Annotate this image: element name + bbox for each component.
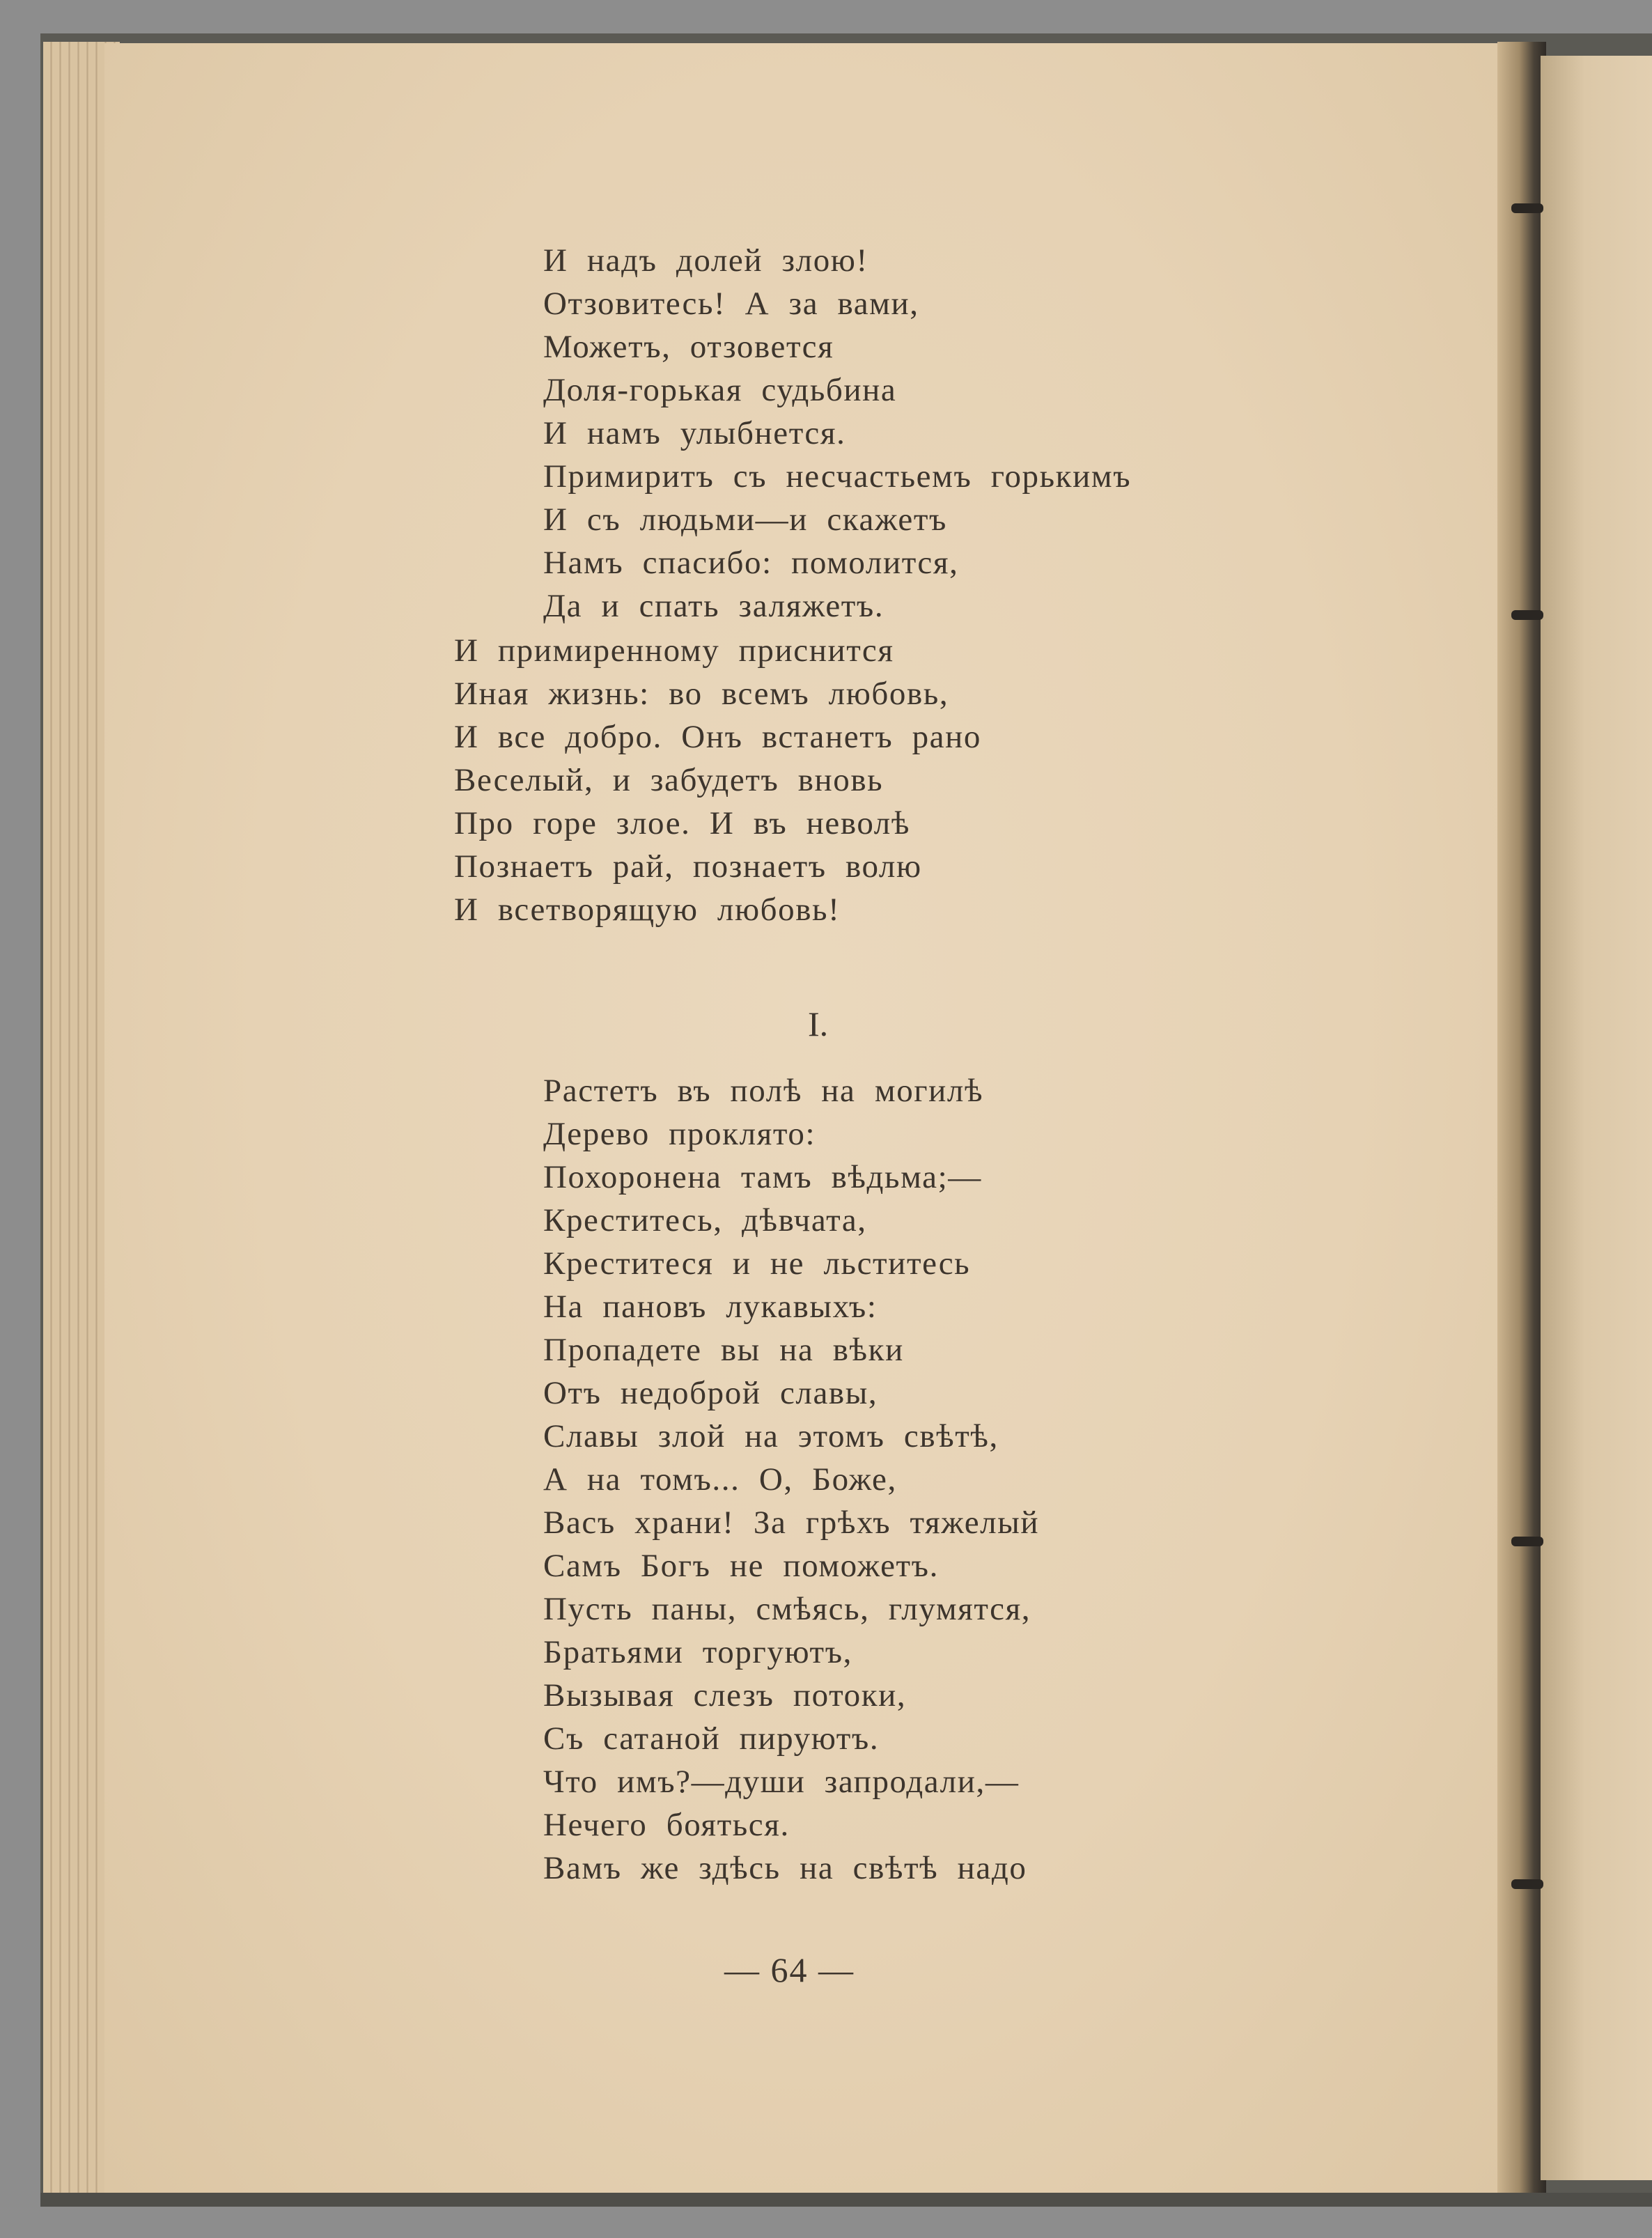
book-gutter <box>1497 42 1546 2194</box>
verse-line: Пропадете вы на вѣки <box>543 1332 904 1368</box>
verse-line: Съ сатаной пируютъ. <box>543 1720 880 1757</box>
verse-line: Да и спать заляжетъ. <box>543 588 885 624</box>
binding-stitch <box>1511 1537 1543 1546</box>
verse-line: Растетъ въ полѣ на могилѣ <box>543 1073 984 1109</box>
verse-line: Познаетъ рай, познаетъ волю <box>454 848 922 885</box>
section-heading: I. <box>808 1004 829 1043</box>
verse-line: Креститесь, дѣвчата, <box>543 1202 867 1238</box>
verse-line: Намъ спасибо: помолится, <box>543 545 959 581</box>
verse-line: Вызывая слезъ потоки, <box>543 1677 907 1714</box>
binding-stitch <box>1511 203 1543 213</box>
verse-line: И намъ улыбнется. <box>543 415 846 451</box>
verse-line: Можетъ, отзовется <box>543 329 834 365</box>
verse-line: И всетворящую любовь! <box>454 892 841 928</box>
binding-stitch <box>1511 1879 1543 1889</box>
facing-page-edge <box>1541 56 1652 2180</box>
verse-line: И съ людьми—и скажетъ <box>543 502 947 538</box>
verse-line: И примиренному приснится <box>454 632 894 669</box>
verse-line: Отъ недоброй славы, <box>543 1375 878 1411</box>
scan-bottom-band <box>40 2193 1652 2207</box>
binding-stitch <box>1511 610 1543 620</box>
verse-line: Веселый, и забудетъ вновь <box>454 762 884 798</box>
verse-line: А на томъ... О, Боже, <box>543 1461 897 1498</box>
verse-line: Отзовитесь! А за вами, <box>543 286 919 322</box>
verse-line: Самъ Богъ не поможетъ. <box>543 1548 939 1584</box>
verse-line: И все добро. Онъ встанетъ рано <box>454 719 981 755</box>
verse-line: Братьями торгуютъ, <box>543 1634 852 1670</box>
verse-line: Славы злой на этомъ свѣтѣ, <box>543 1418 999 1454</box>
verse-line: Нечего бояться. <box>543 1807 790 1843</box>
verse-line: Васъ храни! За грѣхъ тяжелый <box>543 1505 1040 1541</box>
verse-line: Про горе злое. И въ неволѣ <box>454 805 910 841</box>
page-number: — 64 — <box>724 1950 855 1989</box>
verse-line: На пановъ лукавыхъ: <box>543 1289 878 1325</box>
verse-line: Пусть паны, смѣясь, глумятся, <box>543 1591 1031 1627</box>
verse-line: Что имъ?—души запродали,— <box>543 1764 1020 1800</box>
verse-line: Креститеся и не льститесь <box>543 1245 971 1282</box>
verse-line: Похоронена тамъ вѣдьма;— <box>543 1159 982 1195</box>
verse-line: И надъ долей злою! <box>543 242 868 279</box>
verse-line: Доля-горькая судьбина <box>543 372 897 408</box>
verse-line: Дерево проклято: <box>543 1116 816 1152</box>
verse-line: Примиритъ съ несчастьемъ горькимъ <box>543 458 1132 495</box>
verse-line: Вамъ же здѣсь на свѣтѣ надо <box>543 1850 1027 1886</box>
verse-line: Иная жизнь: во всемъ любовь, <box>454 676 949 712</box>
